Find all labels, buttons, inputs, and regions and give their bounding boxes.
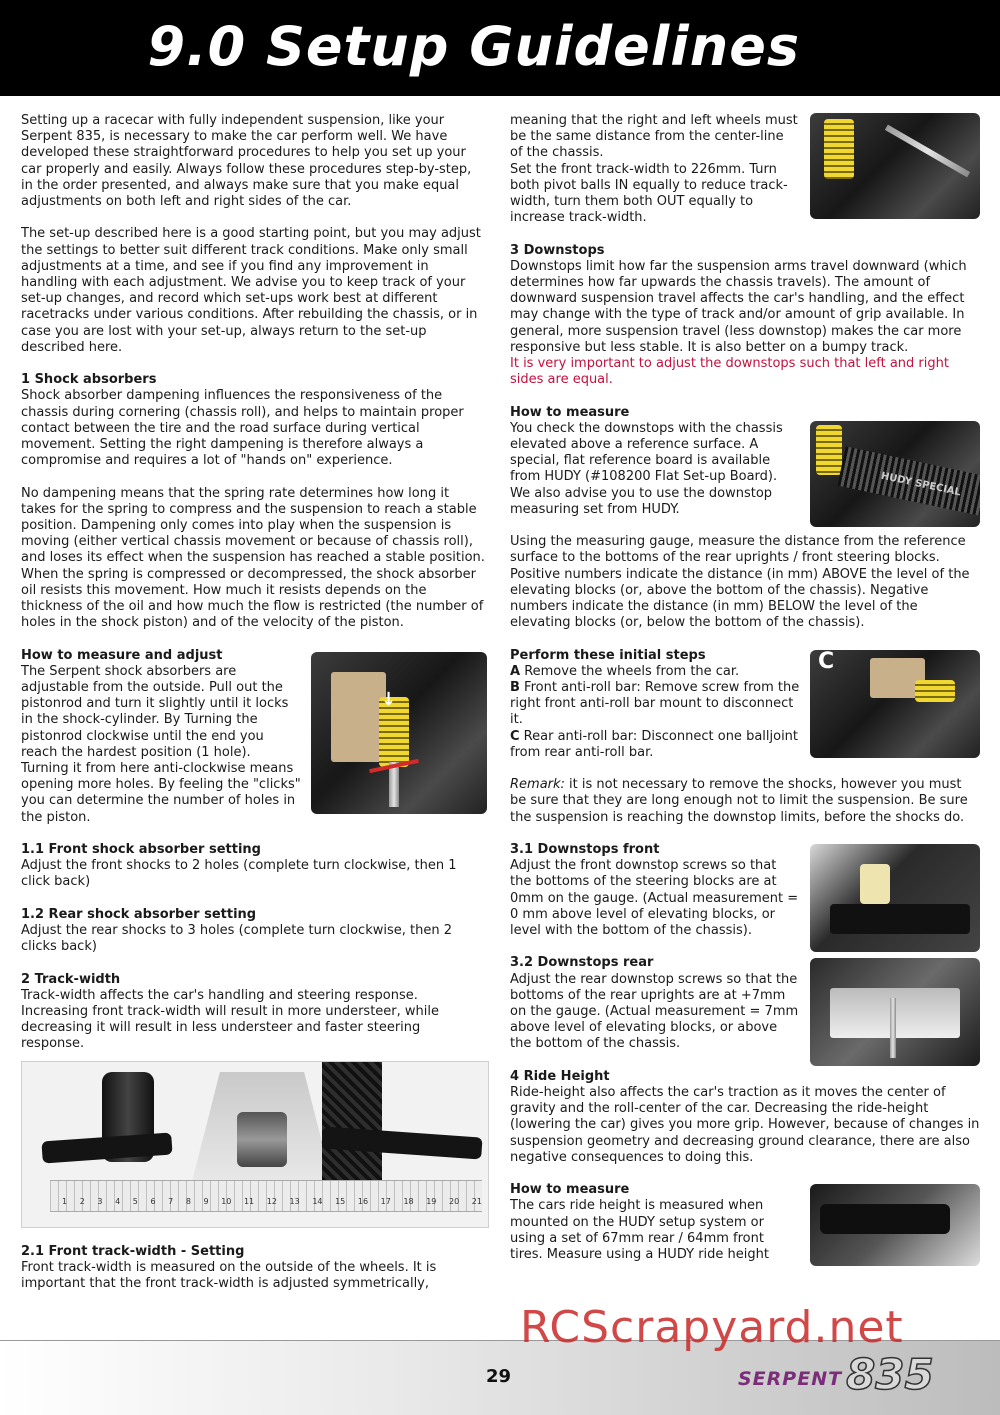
ruler-number: 13 [289, 1196, 300, 1206]
ruler-number: 6 [150, 1196, 156, 1206]
front-track-setting-text: Front track-width is measured on the outside of the wheels. It is important that the front track-width is adjusted symmetrically, [21, 1259, 437, 1292]
chassis-graphic [820, 1204, 950, 1234]
ruler-number: 5 [132, 1196, 138, 1206]
front-track-width-photo [21, 1061, 489, 1228]
anti-roll-bar-photo [810, 650, 980, 758]
ruler-number: 11 [243, 1196, 255, 1206]
brand-model: 835 [846, 1350, 934, 1399]
ruler-number: 2 [79, 1196, 85, 1206]
page-title: 9.0 Setup Guidelines [147, 15, 800, 78]
hex-driver-graphic [890, 998, 896, 1058]
downstops-front-photo [810, 844, 980, 952]
front-shock-heading: 1.1 Front shock absorber setting [21, 842, 261, 858]
steering-block-graphic [830, 904, 970, 934]
photo-label-c: C [818, 649, 835, 674]
spring-graphic [915, 680, 955, 702]
step-b: B Front anti-roll bar: Remove screw from the right front anti-roll bar mount to disconnect it. [510, 680, 800, 728]
ruler-number: 4 [115, 1196, 121, 1206]
step-a: A Remove the wheels from the car. [510, 663, 740, 679]
ruler-number: 1 [62, 1196, 68, 1206]
right-column [510, 113, 980, 1279]
spring-graphic [824, 119, 854, 179]
rear-shock-heading: 1.2 Rear shock absorber setting [21, 906, 257, 922]
pivot-block-graphic [237, 1112, 287, 1167]
left-column [21, 113, 487, 1308]
step-a-label: A [510, 663, 521, 679]
measure-adjust-text: The Serpent shock absorbers are adjustable from the outside. Pull out the pistonrod and turn it slightly until it locks in the shock-cylinder. By Turning the pistonrod clockwise until the end you reach the hardest position (1 hole). Turning it from here anti-clockwise means opening more holes. By feeling the "clicks" you can determine the number of holes in the piston. [21, 663, 301, 825]
downstops-warning: It is very important to adjust the downstops such that left and right sides are equal. [510, 356, 949, 388]
initial-steps-heading: Perform these initial steps [510, 647, 706, 663]
serpent-logo [738, 1350, 934, 1399]
downstops-rear-heading: 3.2 Downstops rear [510, 955, 654, 971]
track-width-text: Track-width affects the car's handling and steering response. Increasing front track-width will result in more understeer, while decreasing it will result in less understeer and faster steering response. [21, 987, 439, 1052]
downstops-rear-text: Adjust the rear downstop screws so that the bottoms of the rear uprights are at +7mm on the gauge. (Actual measurement = 7mm above level of elevating blocks, or above the bottom of the chassis. [510, 971, 799, 1052]
intro-paragraph-2: The set-up described here is a good starting point, but you may adjust the settings to better suit different track conditions. Make only small adjustments at a time, and see if you find any improvement in handling with each adjustment. We advise you to keep track of your set-up changes, and record which set-ups work best at different racetracks under various conditions. After rebuilding the chassis, or in case you are lost with your set-up, always return to the set-up described here. [21, 226, 481, 355]
track-width-heading: 2 Track-width [21, 971, 121, 987]
ruler-number: 15 [335, 1196, 346, 1206]
front-track-setting-heading: 2.1 Front track-width - Setting [21, 1243, 245, 1259]
brand-word: SERPENT [738, 1368, 843, 1390]
ruler-number: 19 [426, 1196, 437, 1206]
ruler-numbers [62, 1194, 482, 1210]
watermark: RCScrapyard.net [520, 1302, 904, 1353]
ruler-number: 18 [403, 1196, 414, 1206]
step-c: C Rear anti-roll bar: Disconnect one balljoint from rear anti-roll bar. [510, 728, 799, 760]
rear-shock-text: Adjust the rear shocks to 3 holes (complete turn clockwise, then 2 clicks back) [21, 923, 452, 955]
spring-graphic [816, 425, 842, 475]
ride-height-heading: 4 Ride Height [510, 1068, 610, 1084]
ruler-number: 16 [357, 1196, 369, 1206]
page-number: 29 [486, 1366, 512, 1387]
ride-height-measure-text: The cars ride height is measured when mounted on the HUDY setup system or using a set of 67mm rear / 64mm front tires. Measure using a HUDY ride height [510, 1198, 769, 1263]
remark-paragraph [510, 777, 980, 826]
ride-height-photo [810, 1184, 980, 1266]
pivot-ball-photo [810, 113, 980, 219]
remark-label: Remark: [510, 777, 565, 793]
downstops-heading: 3 Downstops [510, 242, 605, 258]
ruler-number: 14 [312, 1196, 323, 1206]
ruler-number: 8 [185, 1196, 191, 1206]
front-shock-text: Adjust the front shocks to 2 holes (complete turn clockwise, then 1 click back) [21, 858, 457, 890]
page-header [0, 0, 1000, 96]
track-width-continued-text: meaning that the right and left wheels must be the same distance from the center-line of the chassis. Set the front track-width to 226mm. Turn both pivot balls IN equally to reduce track-width, turn them both OUT equally to increase track-width. [510, 113, 798, 226]
step-c-label: C [510, 728, 520, 744]
ruler-number: 3 [97, 1196, 103, 1206]
shock-absorbers-paragraph-1: Shock absorber dampening influences the responsiveness of the chassis during cornering (chassis roll), and helps to maintain proper contact between the tire and the road surface during vertical movement. Setting the right dampening is therefore always a compromise and requires a lot of "hands on" experience. [21, 388, 464, 469]
downstops-front-heading: 3.1 Downstops front [510, 842, 660, 858]
measure-adjust-heading: How to measure and adjust [21, 647, 223, 663]
ruler-number: 20 [449, 1196, 460, 1206]
ruler-number: 10 [221, 1196, 232, 1206]
ruler-number: 17 [380, 1196, 391, 1206]
ruler-number: 9 [203, 1196, 209, 1206]
suspension-arm-left [41, 1132, 172, 1163]
ride-height-measure-heading: How to measure [510, 1182, 630, 1198]
how-to-measure-text: You check the downstops with the chassis elevated above a reference surface. A special, flat reference board is available from HUDY (#108200 Flat Set-up Board). We also advise you to use the downstop measuring set from HUDY. [510, 420, 783, 517]
downstops-rear-photo [810, 958, 980, 1066]
ride-height-text: Ride-height also affects the car's traction as it moves the center of gravity and the roll-center of the car. Decreasing the ride-height (lowering the car) gives you more grip. However, because of changes in suspension geometry and decreasing ground clearance, there are also negative consequences to doing this. [510, 1085, 980, 1165]
hand-graphic [331, 672, 386, 762]
shock-absorbers-paragraph-2: No dampening means that the spring rate determines how long it takes for the spring to compress and the suspension to reach a stable position. Dampening only comes into play when the suspension is moving (either vertical chassis movement or because of chassis roll), and loses its effect when the suspension has reached a stable position. When the spring is compressed or decompressed, the shock absorber oil resists this movement. How much it resists depends on the thickness of the oil and how much the flow is restricted (the number of holes in the shock piston) and of the velocity of the piston. [21, 485, 485, 631]
spring-graphic [860, 864, 890, 904]
remark-text: it is not necessary to remove the shocks, however you must be sure that they are long enough not to limit the suspension. Be sure the suspension is reaching the downstop limits, before the shocks do. [510, 777, 968, 825]
measuring-gauge-text: Using the measuring gauge, measure the distance from the reference surface to the bottoms of the rear uprights / front steering blocks. Positive numbers indicate the distance (in mm) ABOVE the level of the elevating blocks (or, above the bottom of the chassis). Negative numbers indicate the distance (in mm) BELOW the level of the elevating blocks (or, below the bottom of the chassis). [510, 534, 970, 631]
downstops-text: Downstops limit how far the suspension arms travel downward (which determines how far upwards the chassis travels). The amount of downward suspension travel affects the car's handling, and the effect may change with the type of track and/or amount of grip available. In general, more suspension travel (less downstop) makes the car more responsive but less stable. It is also better on a bumpy track. [510, 258, 967, 355]
shock-absorbers-heading: 1 Shock absorbers [21, 372, 157, 388]
downstop-gauge-photo [810, 421, 980, 527]
how-to-measure-heading: How to measure [510, 404, 630, 420]
shock-adjust-photo [311, 652, 487, 814]
step-b-label: B [510, 680, 520, 696]
gauge-brand-label: HUDY SPECIAL [879, 470, 962, 499]
ruler-number: 7 [168, 1196, 174, 1206]
white-arrow-icon: ↓ [381, 688, 397, 710]
downstops-front-text: Adjust the front downstop screws so that the bottoms of the steering blocks are at 0mm on the gauge. (Actual measurement = 0 mm above level of elevating blocks, or level with the bottom of the chassis). [510, 858, 799, 939]
ruler-number: 21 [471, 1196, 482, 1206]
hex-driver-graphic [885, 125, 970, 178]
intro-paragraph-1: Setting up a racecar with fully independent suspension, like your Serpent 835, is necessary to make the car perform well. We have developed these straightforward procedures to help you set up your car properly and easily. Always follow these procedures step-by-step, in the order presented, and always make sure that you make equal adjustments on both left and right sides of the car. [21, 113, 472, 210]
ruler-number: 12 [266, 1196, 277, 1206]
